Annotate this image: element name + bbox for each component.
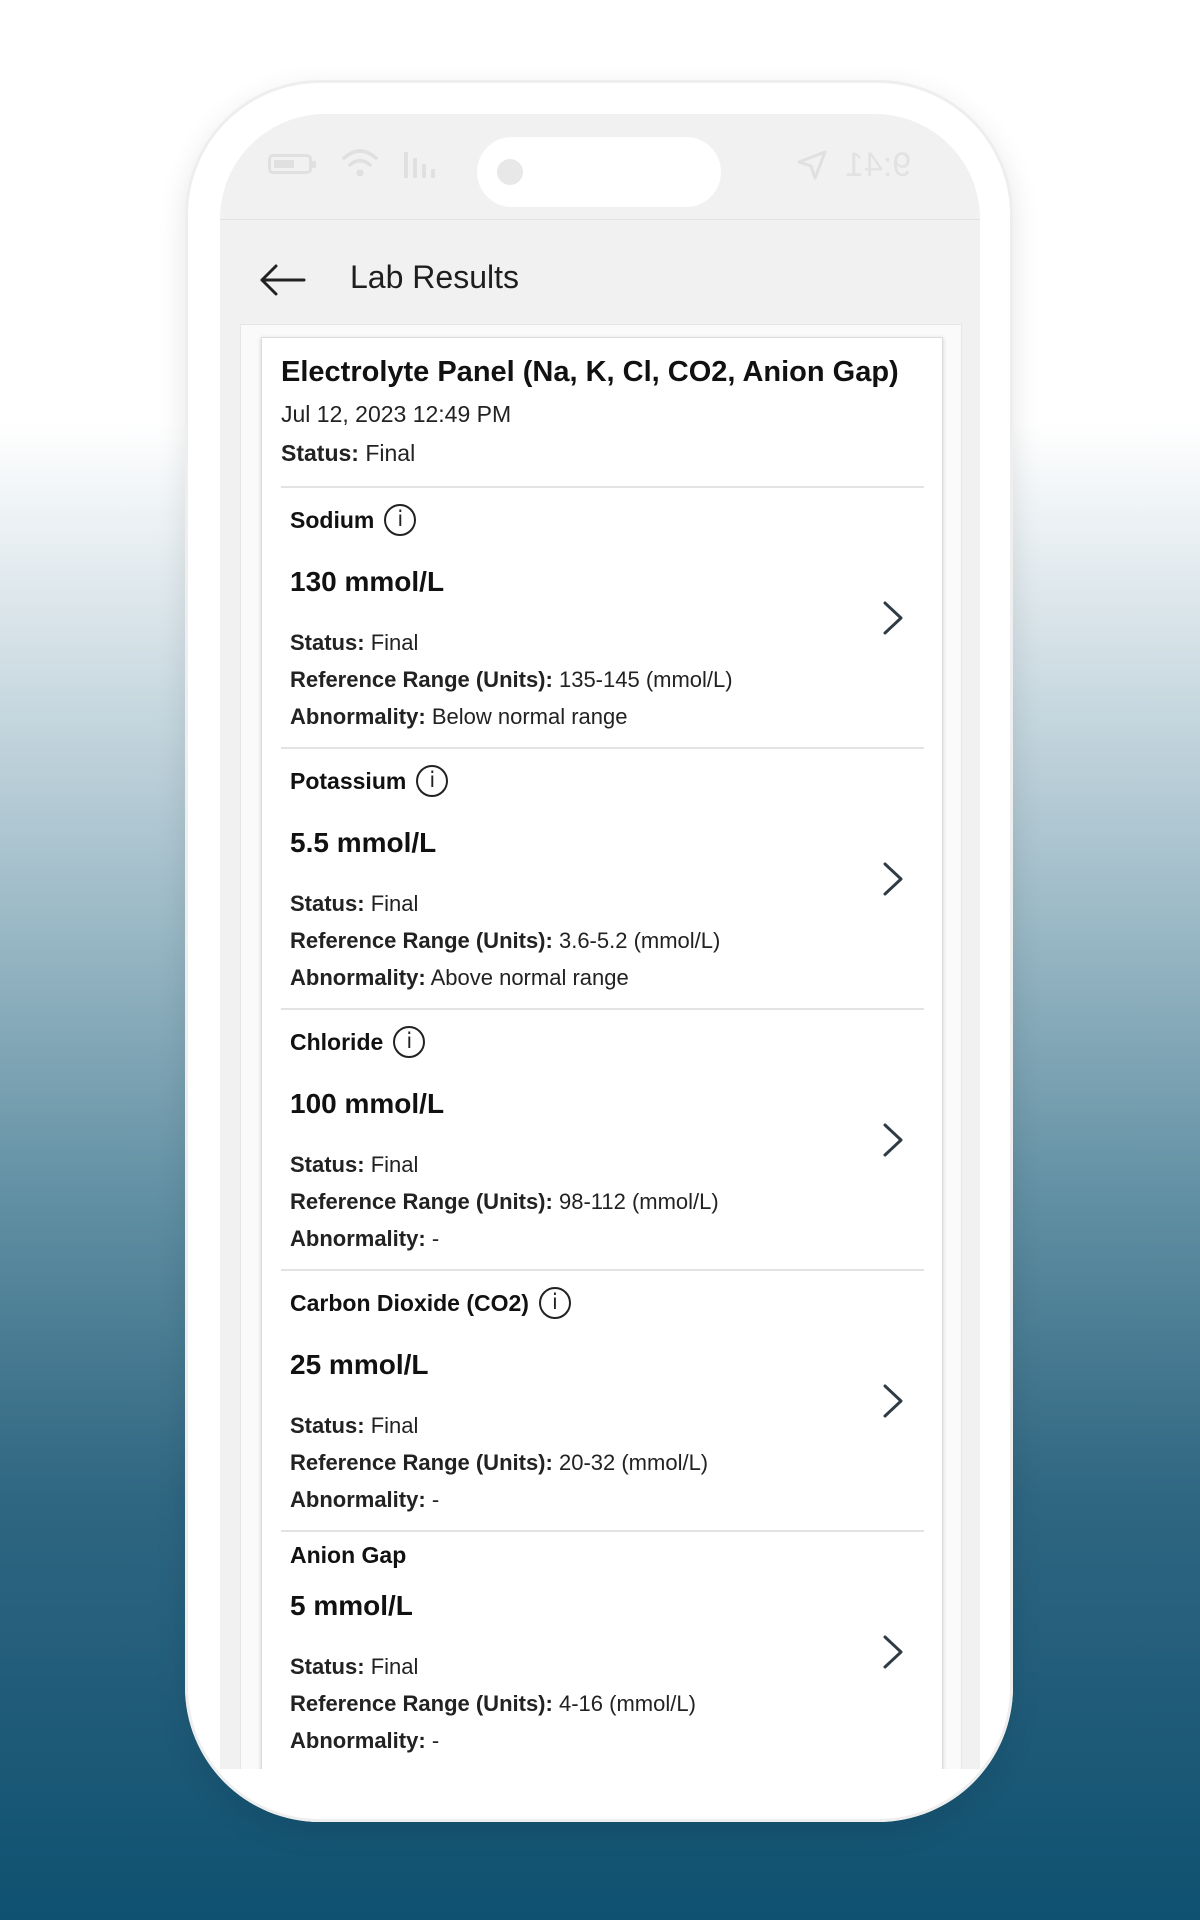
status-value: Final xyxy=(370,1152,419,1177)
status-bar xyxy=(220,114,980,220)
page-title: Lab Results xyxy=(350,259,519,295)
dynamic-island xyxy=(477,137,721,207)
wifi-icon xyxy=(340,146,380,180)
result-reference xyxy=(290,1691,696,1717)
phone-screen xyxy=(220,114,980,1769)
result-abnormality xyxy=(290,704,627,730)
result-value: 5.5 mmol/L xyxy=(290,827,437,858)
result-value: 5 mmol/L xyxy=(290,1590,413,1621)
result-status xyxy=(290,891,418,917)
reference-value: 98-112 (mmol/L) xyxy=(558,1189,719,1214)
arrow-left-icon[interactable] xyxy=(258,260,306,300)
reference-label: Reference Range (Units): xyxy=(290,667,553,692)
abnormality-label: Abnormality: xyxy=(290,704,426,729)
status-value: Final xyxy=(370,891,419,916)
status-value: Final xyxy=(370,1654,419,1679)
battery-icon xyxy=(268,154,312,174)
status-label: Status: xyxy=(290,630,365,655)
status-value: Final xyxy=(370,1413,419,1438)
result-abnormality xyxy=(290,1487,439,1513)
info-icon[interactable]: i xyxy=(539,1287,571,1319)
chevron-right-icon[interactable] xyxy=(882,1634,904,1670)
chevron-right-icon[interactable] xyxy=(882,861,904,897)
result-value: 130 mmol/L xyxy=(290,566,445,597)
reference-value: 20-32 (mmol/L) xyxy=(558,1450,709,1475)
app-header xyxy=(220,220,980,330)
status-label: Status: xyxy=(290,1413,365,1438)
info-icon[interactable]: i xyxy=(416,765,448,797)
result-status xyxy=(290,1413,418,1439)
abnormality-label: Abnormality: xyxy=(290,1226,426,1251)
content-area[interactable] xyxy=(240,324,962,1769)
signal-icon xyxy=(402,152,438,178)
reference-label: Reference Range (Units): xyxy=(290,1450,553,1475)
result-row-carbon-dioxide[interactable] xyxy=(262,1271,942,1532)
abnormality-value: Above normal range xyxy=(430,965,629,990)
result-reference xyxy=(290,1189,719,1215)
lab-panel-card xyxy=(261,337,943,1769)
abnormality-value: - xyxy=(431,1487,440,1512)
panel-status-label: Status: xyxy=(281,440,359,466)
status-label: Status: xyxy=(290,1654,365,1679)
result-reference xyxy=(290,928,720,954)
result-name: Chloride xyxy=(290,1028,384,1055)
abnormality-label: Abnormality: xyxy=(290,1487,426,1512)
result-row-chloride[interactable] xyxy=(262,1010,942,1271)
panel-status-value: Final xyxy=(365,440,416,466)
chevron-right-icon[interactable] xyxy=(882,1122,904,1158)
result-abnormality xyxy=(290,1728,439,1754)
result-reference xyxy=(290,667,733,693)
status-time: 9:41 xyxy=(845,146,912,184)
camera-icon xyxy=(497,159,523,185)
result-name: Anion Gap xyxy=(290,1542,407,1568)
result-value: 25 mmol/L xyxy=(290,1349,429,1380)
abnormality-value: Below normal range xyxy=(431,704,628,729)
status-label: Status: xyxy=(290,1152,365,1177)
reference-value: 3.6-5.2 (mmol/L) xyxy=(558,928,721,953)
result-reference xyxy=(290,1450,708,1476)
info-icon[interactable]: i xyxy=(393,1026,425,1058)
reference-label: Reference Range (Units): xyxy=(290,1691,553,1716)
abnormality-label: Abnormality: xyxy=(290,965,426,990)
result-name: Carbon Dioxide (CO2) xyxy=(290,1289,529,1316)
result-row-anion-gap[interactable] xyxy=(262,1532,942,1769)
result-abnormality xyxy=(290,1226,439,1252)
reference-value: 4-16 (mmol/L) xyxy=(558,1691,696,1716)
panel-date: Jul 12, 2023 12:49 PM xyxy=(281,401,512,427)
panel-status xyxy=(281,440,415,467)
reference-label: Reference Range (Units): xyxy=(290,928,553,953)
abnormality-label: Abnormality: xyxy=(290,1728,426,1753)
result-name: Potassium xyxy=(290,767,407,794)
reference-value: 135-145 (mmol/L) xyxy=(558,667,733,692)
result-status xyxy=(290,1654,418,1680)
chevron-right-icon[interactable] xyxy=(882,1383,904,1419)
chevron-right-icon[interactable] xyxy=(882,600,904,636)
result-row-sodium[interactable] xyxy=(262,488,942,749)
location-icon xyxy=(795,148,829,182)
abnormality-value: - xyxy=(431,1728,440,1753)
info-icon[interactable]: i xyxy=(384,504,416,536)
status-label: Status: xyxy=(290,891,365,916)
result-status xyxy=(290,1152,418,1178)
result-abnormality xyxy=(290,965,629,991)
result-status xyxy=(290,630,418,656)
reference-label: Reference Range (Units): xyxy=(290,1189,553,1214)
panel-title: Electrolyte Panel (Na, K, Cl, CO2, Anion Gap) xyxy=(281,356,899,388)
status-value: Final xyxy=(370,630,419,655)
result-value: 100 mmol/L xyxy=(290,1088,445,1119)
result-row-potassium[interactable] xyxy=(262,749,942,1010)
abnormality-value: - xyxy=(431,1226,440,1251)
result-name: Sodium xyxy=(290,506,375,533)
